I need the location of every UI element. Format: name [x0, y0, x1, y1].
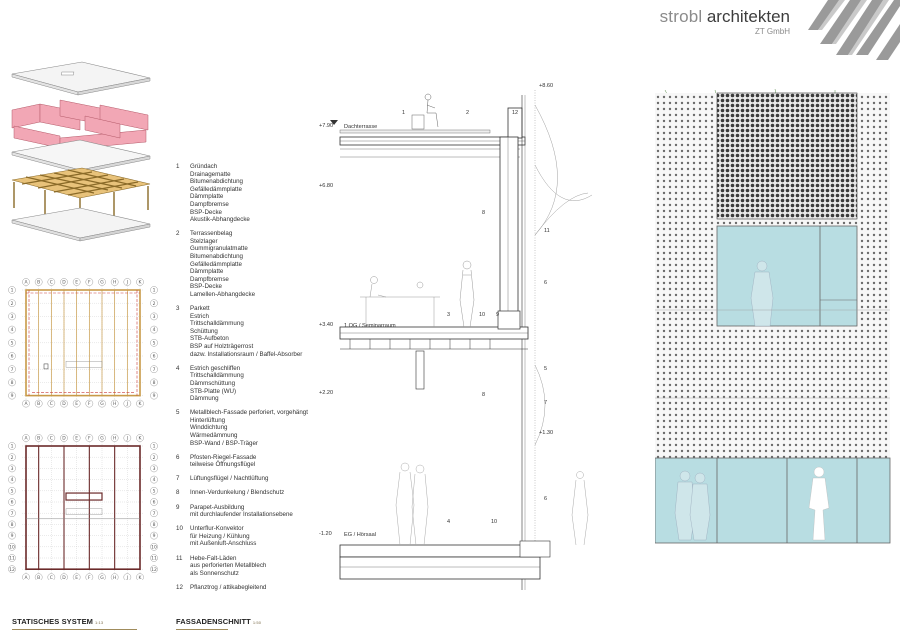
grid-axis-number [150, 392, 157, 399]
grid-letter-text: H [112, 280, 117, 286]
grid-axis-letter [124, 574, 131, 580]
grid-axis-number [150, 465, 157, 472]
section-marker: 6 [544, 280, 548, 286]
grid-number-text: 9 [10, 394, 14, 400]
grid-axis-number [150, 487, 157, 494]
grid-axis-number [150, 300, 157, 307]
grid-axis-number [150, 554, 157, 561]
legend-item [176, 489, 351, 497]
grid-number-text: 4 [152, 478, 156, 484]
section-marker: 8 [482, 210, 486, 216]
grid-axis-number [150, 543, 157, 550]
brand-name-dark: architekten [706, 7, 790, 26]
grid-axis-number [8, 352, 15, 359]
section-scale: 1:50 [252, 620, 262, 625]
grid-letter-text: A [24, 436, 28, 442]
grid-axis-letter [22, 278, 29, 285]
level-label: +2.20 [319, 390, 334, 396]
grid-letter-text: E [75, 280, 79, 286]
legend-line: Estrich geschliffen [190, 364, 241, 372]
section-marker: 1 [402, 110, 406, 116]
grid-axis-letter [124, 434, 131, 441]
legend-line: teilweise Öffnungsflügel [190, 461, 256, 469]
grid-letter-text: K [138, 575, 142, 580]
section-marker: 9 [496, 312, 500, 318]
grid-axis-letter [22, 574, 29, 580]
legend-line: Estrich [190, 312, 209, 320]
grid-axis-number [8, 454, 15, 461]
structural-plan-lower [0, 432, 160, 580]
grid-letter-text: D [62, 280, 66, 286]
grid-number-text: 8 [10, 381, 14, 386]
grid-letter-text: H [112, 436, 117, 442]
grid-number-text: 3 [152, 467, 156, 472]
legend-item [176, 454, 351, 469]
grid-axis-letter [86, 434, 93, 441]
level-label: -1.20 [319, 531, 332, 537]
grid-number-text: 2 [152, 301, 156, 307]
footer-underline [176, 629, 228, 630]
grid-axis-letter [86, 400, 93, 407]
grid-axis-letter [136, 278, 143, 285]
grid-axis-letter [48, 400, 55, 407]
grid-axis-number [8, 392, 15, 399]
grid-number-text: 9 [152, 394, 156, 400]
grid-letter-text: A [24, 280, 28, 286]
grid-axis-number [150, 442, 157, 449]
grid-number-text: 7 [152, 367, 156, 373]
grid-axis-number [150, 521, 157, 528]
level-label: +7.90 [319, 123, 334, 129]
legend-item [176, 584, 351, 592]
grid-axis-letter [73, 574, 80, 580]
grid-letter-text: F [88, 280, 91, 286]
grid-letter-text: B [37, 402, 41, 408]
legend-line: Gummigranulatmatte [190, 245, 248, 253]
grid-letter-text: J [126, 402, 128, 408]
grid-number-text: 7 [152, 511, 156, 517]
grid-axis-number [150, 498, 157, 505]
grid-number-text: 6 [152, 354, 156, 360]
grid-number-text: 8 [152, 381, 156, 386]
room-label-first-floor: 1.OG / Seminarraum [344, 323, 396, 329]
grid-axis-number [8, 543, 15, 550]
section-marker: 10 [491, 519, 498, 525]
section-marker: 4 [447, 519, 451, 525]
grid-number-text: 5 [152, 341, 156, 347]
structural-plan-upper [0, 276, 160, 416]
grid-number-text: 7 [10, 511, 14, 517]
legend-number: 6 [176, 453, 180, 461]
grid-number-text: 1 [152, 288, 156, 294]
grid-axis-letter [73, 278, 80, 285]
legend-line: Bitumenabdichtung [190, 253, 243, 261]
grid-axis-letter [22, 434, 29, 441]
section-title-text: FASSADENSCHNITT [176, 617, 251, 626]
grid-axis-letter [60, 574, 67, 580]
legend-line: BSP-Wand / BSP-Träger [190, 439, 258, 447]
grid-axis-number [150, 476, 157, 483]
footer-underline [12, 629, 137, 630]
office-logo [660, 8, 790, 36]
grid-axis-number [8, 498, 15, 505]
legend-item [176, 365, 351, 403]
grid-number-text: 9 [152, 534, 156, 540]
legend-line: STB-Platte (WU) [190, 387, 237, 395]
grid-number-text: 1 [10, 444, 14, 450]
grid-number-text: 8 [152, 523, 156, 528]
grid-axis-number [8, 366, 15, 373]
grid-axis-number [8, 487, 15, 494]
grid-letter-text: C [49, 436, 53, 442]
grid-letter-text: G [100, 436, 104, 442]
legend-line: Hebe-Falt-Läden [190, 554, 237, 562]
grid-axis-letter [136, 574, 143, 580]
legend-line: Wärmedämmung [190, 432, 238, 439]
grid-letter-text: B [37, 280, 41, 286]
grid-letter-text: K [138, 402, 142, 408]
legend-line: Parkett [190, 305, 210, 313]
grid-letter-text: C [49, 280, 53, 286]
grid-axis-number [150, 532, 157, 539]
legend-item [176, 163, 351, 224]
grid-letter-text: K [138, 280, 142, 286]
grid-axis-number [150, 286, 157, 293]
grid-number-text: 8 [10, 523, 14, 528]
grid-number-text: 1 [152, 444, 156, 450]
grid-axis-letter [60, 278, 67, 285]
room-label-roof: Dachterrasse [344, 124, 378, 130]
grid-axis-letter [124, 400, 131, 407]
grid-letter-text: A [24, 575, 28, 580]
grid-axis-letter [136, 400, 143, 407]
grid-axis-letter [22, 400, 29, 407]
legend-line: Hinterlüftung [190, 416, 226, 424]
grid-number-text: 2 [10, 301, 14, 307]
grid-axis-number [8, 510, 15, 517]
footer-section-title [176, 617, 261, 626]
grid-number-text: 1 [10, 288, 14, 294]
grid-number-text: 4 [152, 328, 156, 334]
legend-line: mit Außenluft-Anschluss [190, 540, 257, 548]
grid-axis-number [150, 379, 157, 386]
legend-line: Parapet-Ausbildung [190, 503, 245, 511]
legend-number: 10 [176, 525, 183, 533]
legend-item [176, 305, 351, 358]
legend-number: 12 [176, 583, 183, 591]
legend-line: Unterflur-Konvektor [190, 525, 244, 533]
level-label: +1.30 [539, 430, 554, 436]
grid-number-text: 3 [10, 467, 14, 472]
section-marker: 2 [466, 110, 470, 116]
legend-line: BSP-Decke [190, 208, 222, 216]
grid-letter-text: F [88, 575, 91, 580]
legend-line: BSP-Decke [190, 283, 222, 291]
grid-number-text: 6 [152, 500, 156, 506]
legend-line: Innen-Verdunkelung / Blendschutz [190, 489, 285, 497]
legend-line: Dampfbremse [190, 275, 229, 283]
legend-line: Pfosten-Riegel-Fassade [190, 453, 257, 461]
grid-axis-letter [98, 278, 105, 285]
legend-number: 1 [176, 163, 180, 170]
grid-letter-text: F [88, 436, 91, 442]
grid-axis-number [8, 521, 15, 528]
grid-axis-number [150, 326, 157, 333]
grid-axis-letter [124, 278, 131, 285]
grid-axis-letter [48, 574, 55, 580]
legend-line: Stelzlager [190, 237, 218, 245]
grid-number-text: 5 [152, 489, 156, 495]
legend-line: als Sonnenschutz [190, 569, 239, 577]
legend-line: Dämmung [190, 395, 219, 403]
grid-axis-letter [73, 400, 80, 407]
grid-axis-number [8, 442, 15, 449]
grid-number-text: 4 [10, 328, 14, 334]
logo-stripes-graphic [808, 0, 900, 62]
grid-axis-number [8, 566, 15, 573]
legend-line: Dampfbremse [190, 200, 229, 208]
grid-axis-letter [60, 400, 67, 407]
legend-line: Dämmplatte [190, 193, 224, 201]
grid-axis-number [150, 454, 157, 461]
grid-axis-letter [35, 574, 42, 580]
grid-number-text: 4 [10, 478, 14, 484]
grid-axis-letter [35, 278, 42, 285]
legend-line: Trittschalldämmung [190, 320, 244, 328]
grid-number-text: 5 [10, 341, 14, 347]
brand-subtitle: ZT GmbH [755, 27, 790, 36]
grid-number-text: 11 [151, 556, 157, 562]
section-marker: 6 [544, 496, 548, 502]
grid-axis-letter [111, 400, 118, 407]
grid-axis-letter [48, 278, 55, 285]
grid-number-text: 6 [10, 500, 14, 506]
grid-letter-text: G [100, 280, 104, 286]
legend-line: Terrassenbelag [190, 230, 233, 238]
grid-axis-letter [98, 434, 105, 441]
structural-title-text: STATISCHES SYSTEM [12, 617, 94, 626]
grid-letter-text: D [62, 436, 66, 442]
grid-letter-text: G [100, 402, 104, 408]
grid-axis-number [8, 313, 15, 320]
grid-axis-number [8, 465, 15, 472]
grid-letter-text: J [126, 436, 128, 442]
legend-line: Pflanztrog / attikabegleitend [190, 583, 267, 591]
grid-number-text: 12 [151, 567, 157, 573]
grid-axis-letter [73, 434, 80, 441]
grid-axis-number [8, 554, 15, 561]
section-marker: 8 [482, 392, 486, 398]
grid-letter-text: H [112, 402, 117, 408]
legend-line: Lamellen-Abhangdecke [190, 291, 256, 298]
legend-item [176, 504, 351, 519]
section-marker: 11 [544, 228, 550, 234]
grid-number-text: 12 [9, 567, 15, 573]
grid-letter-text: B [37, 436, 41, 442]
section-marker: 7 [544, 400, 548, 406]
legend-line: Drainagematte [190, 170, 231, 178]
legend-line: Akustik-Abhangdecke [190, 216, 250, 224]
grid-axis-number [150, 566, 157, 573]
grid-axis-letter [35, 400, 42, 407]
legend-line: Metallblech-Fassade perforiert, vorgehängt [190, 409, 308, 417]
grid-number-text: 7 [10, 367, 14, 373]
grid-number-text: 2 [152, 455, 156, 461]
legend-line: Dämmplatte [190, 268, 224, 276]
grid-axis-number [8, 379, 15, 386]
legend-line: dazw. Installationsraum / Baffel-Absorber [190, 350, 303, 358]
grid-number-text: 11 [9, 556, 15, 562]
grid-letter-text: B [37, 575, 41, 580]
legend-line: Trittschalldämmung [190, 372, 244, 380]
grid-letter-text: H [112, 575, 117, 580]
grid-letter-text: E [75, 575, 79, 580]
grid-number-text: 5 [10, 489, 14, 495]
legend-line: Gefälledämmplatte [190, 185, 242, 193]
legend-line: BSP auf Holzträgerrost [190, 343, 254, 351]
section-marker: 3 [447, 312, 451, 318]
brand-name-light: strobl [659, 7, 703, 26]
grid-letter-text: K [138, 436, 142, 442]
section-marker: 12 [512, 110, 519, 116]
legend-line: Winddichtung [190, 424, 228, 432]
legend-line: für Heizung / Kühlung [190, 532, 250, 540]
grid-number-text: 6 [10, 354, 14, 360]
legend-line: aus perforierten Metallblech [190, 562, 267, 570]
grid-letter-text: D [62, 402, 66, 408]
legend-number: 11 [176, 554, 183, 562]
grid-axis-number [8, 532, 15, 539]
grid-axis-letter [35, 434, 42, 441]
legend-line: STB-Aufbeton [190, 335, 229, 343]
grid-letter-text: D [62, 575, 66, 580]
grid-number-text: 9 [10, 534, 14, 540]
section-marker: 10 [479, 312, 486, 318]
facade-section-drawing [330, 75, 635, 590]
legend-line: Gründach [190, 163, 218, 170]
grid-number-text: 2 [10, 455, 14, 461]
legend-line: Schüttung [190, 327, 218, 335]
grid-axis-number [150, 510, 157, 517]
grid-letter-text: A [24, 402, 28, 408]
legend-line: Lüftungsflügel / Nachtlüftung [190, 475, 269, 483]
legend-item [176, 475, 351, 483]
grid-axis-number [8, 300, 15, 307]
grid-axis-letter [98, 574, 105, 580]
grid-axis-letter [111, 574, 118, 580]
grid-axis-letter [111, 434, 118, 441]
grid-number-text: 10 [151, 545, 157, 551]
grid-axis-letter [86, 574, 93, 580]
legend-item [176, 555, 351, 578]
level-label: +8.60 [539, 83, 554, 89]
footer-structural-title [12, 617, 103, 626]
legend-number: 9 [176, 503, 180, 511]
grid-axis-number [150, 366, 157, 373]
legend-number: 5 [176, 409, 180, 417]
legend-number: 4 [176, 364, 180, 372]
grid-number-text: 10 [9, 545, 15, 551]
grid-letter-text: J [126, 280, 128, 286]
grid-number-text: 3 [152, 315, 156, 320]
grid-axis-number [8, 286, 15, 293]
legend-line: Bitumenabdichtung [190, 178, 243, 186]
grid-letter-text: J [126, 575, 128, 580]
level-label: +3.40 [319, 322, 334, 328]
grid-axis-number [150, 352, 157, 359]
isometric-layer-stack [0, 60, 165, 265]
legend-number: 8 [176, 489, 180, 497]
grid-letter-text: E [75, 402, 79, 408]
grid-letter-text: F [88, 402, 91, 408]
facade-elevation [655, 88, 895, 548]
grid-letter-text: E [75, 436, 79, 442]
legend-item [176, 409, 351, 447]
grid-axis-letter [60, 434, 67, 441]
legend-number: 7 [176, 475, 180, 483]
level-label: +6.80 [319, 183, 334, 189]
section-marker: 5 [544, 366, 548, 372]
grid-letter-text: G [100, 575, 104, 580]
grid-axis-letter [111, 278, 118, 285]
structural-scale: 1:13 [95, 620, 104, 625]
grid-axis-number [150, 313, 157, 320]
room-label-ground: EG / Hörsaal [344, 532, 377, 538]
grid-number-text: 3 [10, 315, 14, 320]
legend-line: mit durchlaufender Installationsebene [190, 511, 293, 519]
legend-line: Dämmschüttung [190, 379, 236, 387]
legend-number: 2 [176, 230, 180, 238]
grid-axis-letter [98, 400, 105, 407]
grid-letter-text: C [49, 575, 53, 580]
grid-axis-number [8, 326, 15, 333]
grid-axis-letter [136, 434, 143, 441]
grid-axis-number [150, 339, 157, 346]
grid-letter-text: C [49, 402, 53, 408]
legend-line: Gefälledämmplatte [190, 260, 242, 268]
grid-axis-number [8, 339, 15, 346]
grid-axis-number [8, 476, 15, 483]
legend-item [176, 230, 351, 298]
legend-number: 3 [176, 305, 180, 313]
grid-axis-letter [48, 434, 55, 441]
grid-axis-letter [86, 278, 93, 285]
